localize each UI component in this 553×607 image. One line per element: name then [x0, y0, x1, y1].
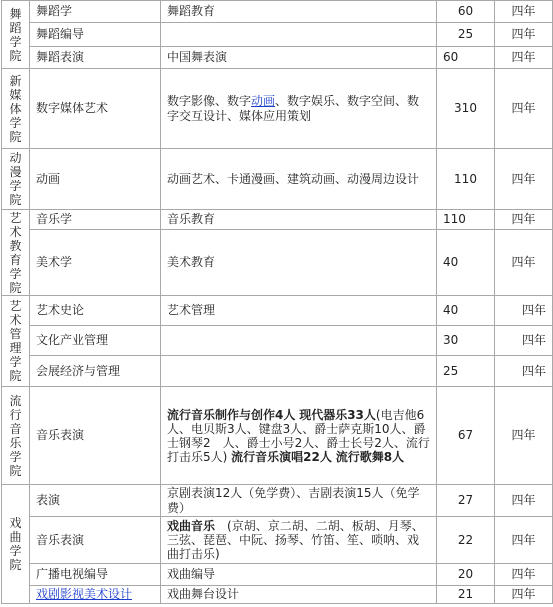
- direction-cell: 数字影像、数字动画、数字娱乐、数字空间、数字交互设计、媒体应用策划: [161, 69, 437, 149]
- count-cell: 60: [437, 47, 495, 69]
- major-cell: 美术学: [30, 230, 161, 296]
- major-cell: 舞蹈编导: [30, 23, 161, 47]
- major-cell: 广播电视编导: [30, 564, 161, 586]
- count-cell: 20: [437, 564, 495, 586]
- table-row: [2, 296, 553, 326]
- table-row: [2, 485, 553, 517]
- count-cell: 25: [437, 356, 495, 387]
- count-cell: 40: [437, 230, 495, 296]
- table-row: [2, 149, 553, 210]
- major-cell: 舞蹈表演: [30, 47, 161, 69]
- duration-cell: 四年: [495, 564, 553, 586]
- direction-cell: [161, 326, 437, 356]
- count-cell: 40: [437, 296, 495, 326]
- college-cell: 戏曲学院: [2, 485, 30, 604]
- enrollment-table: [1, 0, 553, 604]
- table-row: [2, 47, 553, 69]
- major-cell: 音乐表演: [30, 517, 161, 564]
- major-cell: 艺术史论: [30, 296, 161, 326]
- count-cell: 30: [437, 326, 495, 356]
- college-cell: 动漫学院: [2, 149, 30, 210]
- table-row: [2, 1, 553, 23]
- count-cell: 21: [437, 586, 495, 604]
- major-cell: 音乐学: [30, 210, 161, 230]
- duration-cell: 四年: [495, 47, 553, 69]
- duration-cell: 四年: [495, 485, 553, 517]
- major-cell: 表演: [30, 485, 161, 517]
- count-cell: 60: [437, 1, 495, 23]
- duration-cell: 四年: [495, 149, 553, 210]
- table-row: [2, 517, 553, 564]
- table-row: [2, 23, 553, 47]
- duration-cell: 四年: [495, 387, 553, 485]
- duration-cell: 四年: [495, 1, 553, 23]
- count-cell: 27: [437, 485, 495, 517]
- college-cell: 流行音乐学院: [2, 387, 30, 485]
- table-row: [2, 326, 553, 356]
- direction-cell: 美术教育: [161, 230, 437, 296]
- table-row: [2, 586, 553, 604]
- count-cell: 110: [437, 149, 495, 210]
- college-cell: 艺术管理学院: [2, 296, 30, 387]
- table-row: [2, 564, 553, 586]
- stage-design-link[interactable]: 戏剧影视美术设计: [36, 587, 133, 601]
- table-row: [2, 230, 553, 296]
- major-cell: 舞蹈学: [30, 1, 161, 23]
- direction-cell: [161, 23, 437, 47]
- duration-cell: 四年: [495, 326, 553, 356]
- major-cell: 会展经济与管理: [30, 356, 161, 387]
- duration-cell: 四年: [495, 586, 553, 604]
- duration-cell: 四年: [495, 230, 553, 296]
- table-row: [2, 387, 553, 485]
- direction-cell: 流行音乐制作与创作4人 现代器乐33人(电吉他6人、电贝斯3人、键盘3人、爵士萨克斯10人、爵士钢琴2 人、爵士小号2人、爵士长号2人、流行打击乐5人) 流行音乐演唱22人 流行歌舞8人: [161, 387, 437, 485]
- major-cell: [30, 586, 161, 604]
- direction-cell: 京剧表演12人（免学费）、吉剧表演15人（免学费）: [161, 485, 437, 517]
- college-cell: 艺术教育学院: [2, 210, 30, 296]
- direction-cell: 戏曲音乐 (京胡、京二胡、二胡、板胡、月琴、三弦、琵琶、中阮、扬琴、竹笛、笙、唢呐、戏曲打击乐): [161, 517, 437, 564]
- count-cell: 310: [437, 69, 495, 149]
- college-cell: 新媒体学院: [2, 69, 30, 149]
- major-cell: 数字媒体艺术: [30, 69, 161, 149]
- direction-cell: 戏曲编导: [161, 564, 437, 586]
- duration-cell: 四年: [495, 23, 553, 47]
- direction-cell: 舞蹈教育: [161, 1, 437, 23]
- major-cell: 动画: [30, 149, 161, 210]
- table-row: [2, 356, 553, 387]
- duration-cell: 四年: [495, 517, 553, 564]
- major-cell: 音乐表演: [30, 387, 161, 485]
- major-cell: 文化产业管理: [30, 326, 161, 356]
- count-cell: 67: [437, 387, 495, 485]
- count-cell: 110: [437, 210, 495, 230]
- duration-cell: 四年: [495, 296, 553, 326]
- direction-cell: 艺术管理: [161, 296, 437, 326]
- animation-link[interactable]: 动画: [251, 93, 276, 108]
- duration-cell: 四年: [495, 69, 553, 149]
- table-row: [2, 210, 553, 230]
- college-cell: 舞蹈学院: [2, 1, 30, 69]
- duration-cell: 四年: [495, 356, 553, 387]
- direction-cell: 动画艺术、卡通漫画、建筑动画、动漫周边设计: [161, 149, 437, 210]
- table-row: [2, 69, 553, 149]
- count-cell: 25: [437, 23, 495, 47]
- direction-cell: 音乐教育: [161, 210, 437, 230]
- count-cell: 22: [437, 517, 495, 564]
- duration-cell: 四年: [495, 210, 553, 230]
- direction-cell: [161, 356, 437, 387]
- direction-cell: 戏曲舞台设计: [161, 586, 437, 604]
- direction-cell: 中国舞表演: [161, 47, 437, 69]
